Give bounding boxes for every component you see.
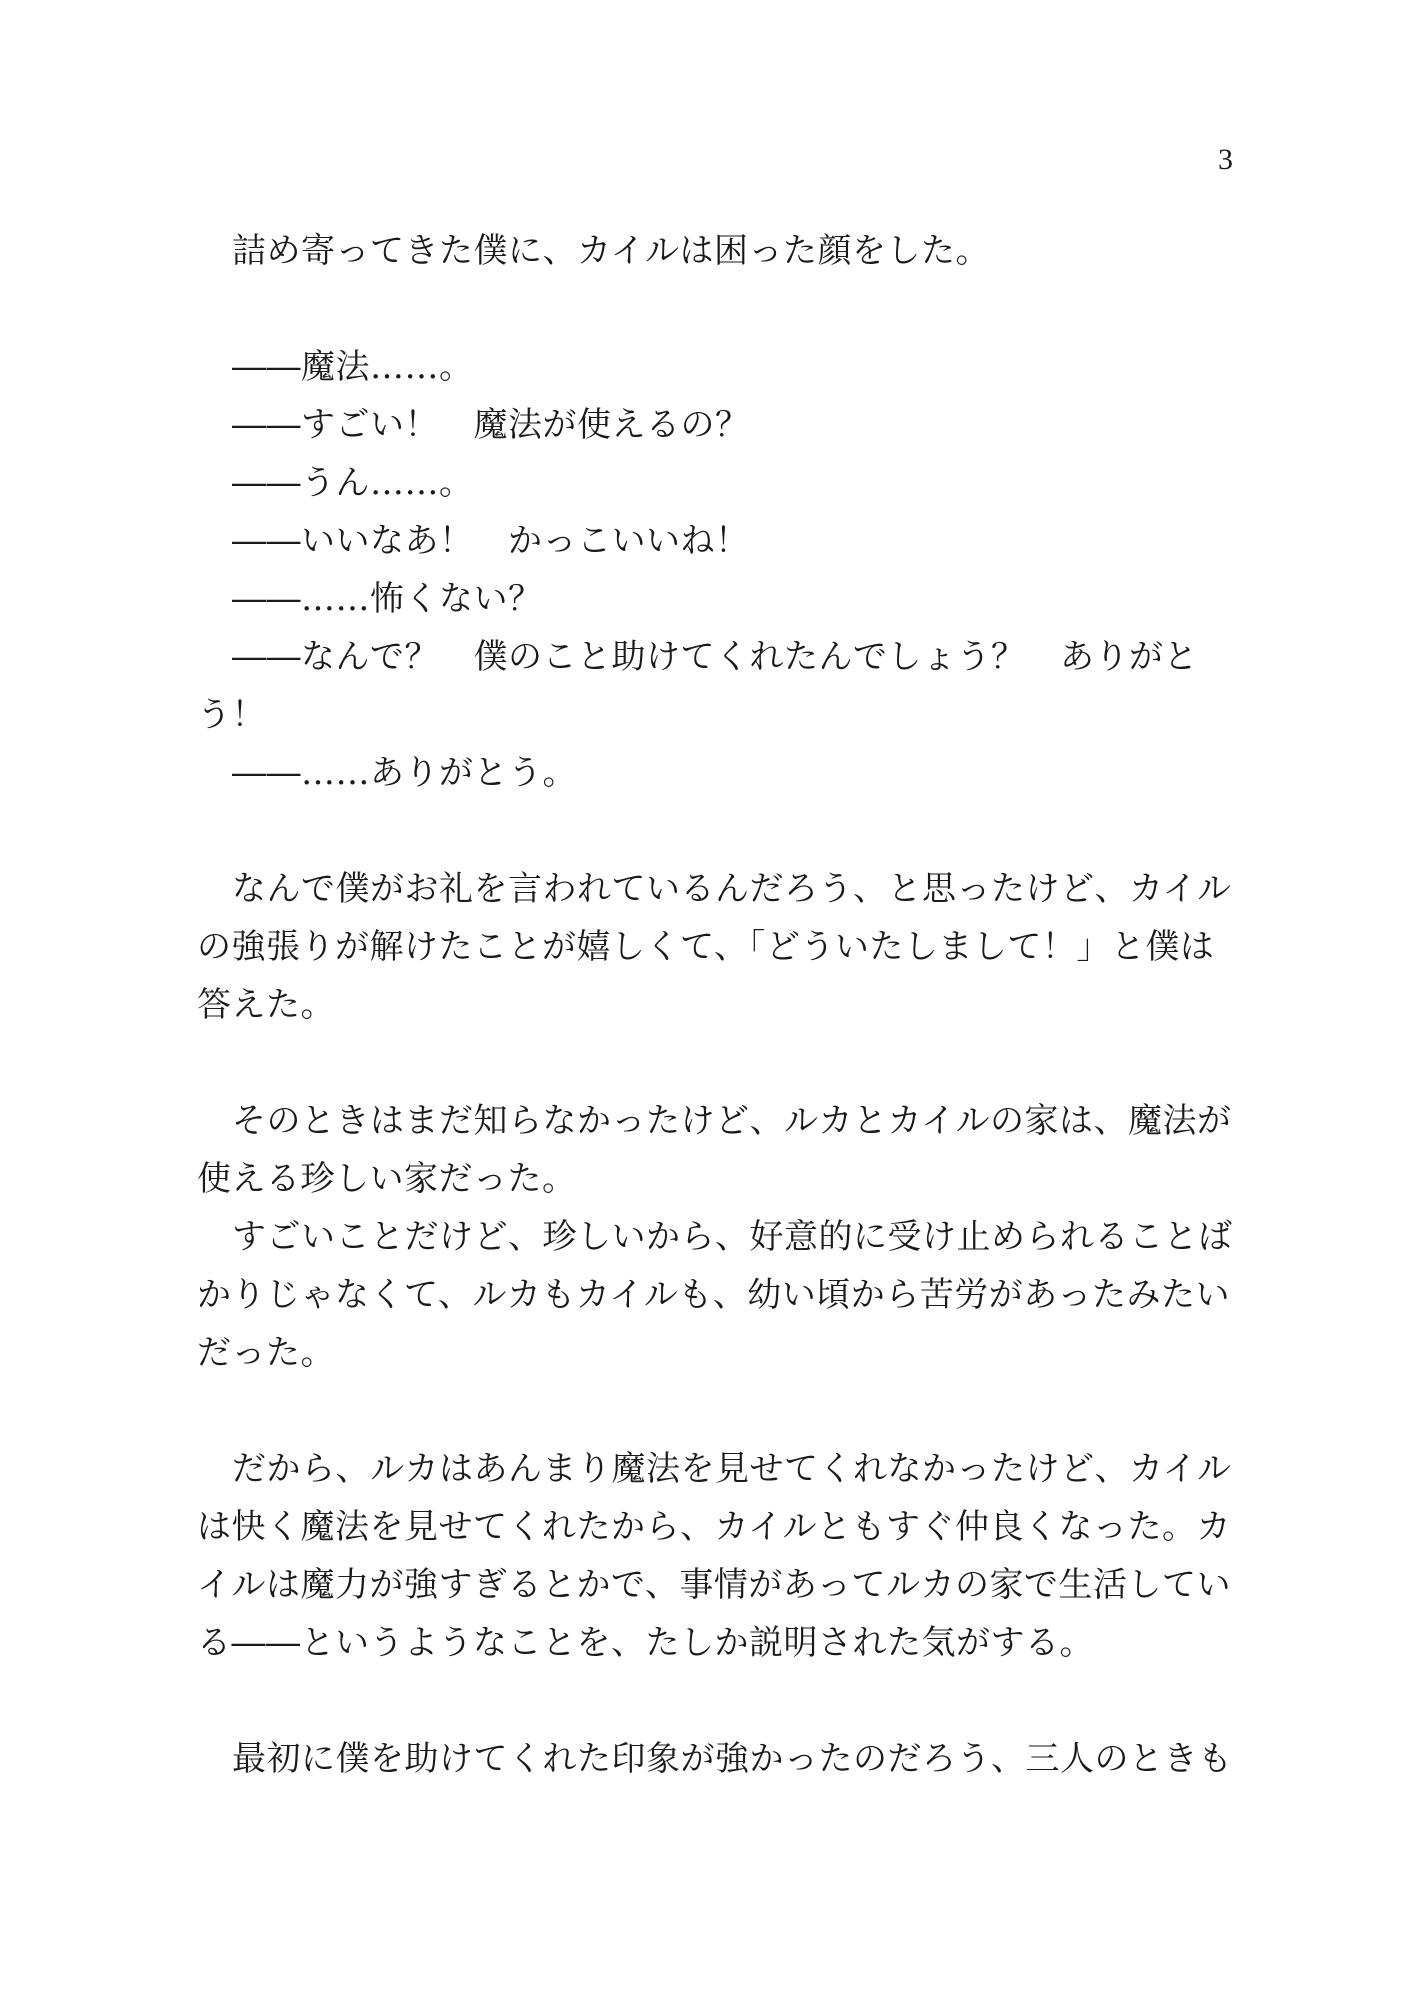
text-line: 詰め寄ってきた僕に、カイルは困った顔をした。 xyxy=(232,231,990,271)
dialogue-line: ――魔法……。 xyxy=(232,347,474,387)
dialogue-line: ――……怖くない？ xyxy=(232,579,543,619)
text-line: かりじゃなくて、ルカもカイルも、幼い頃から苦労があったみたい xyxy=(197,1275,1230,1315)
paragraph-gap xyxy=(197,280,1247,338)
paragraph-gap xyxy=(197,802,1247,860)
paragraph-gap xyxy=(197,1034,1247,1092)
dialogue-line: ――……ありがとう。 xyxy=(232,753,577,793)
page-number: 3 xyxy=(1218,143,1233,176)
dialogue-line: ――うん……。 xyxy=(232,463,474,503)
text-line: そのときはまだ知らなかったけど、ルカとカイルの家は、魔法が xyxy=(232,1101,1232,1141)
text-line: だから、ルカはあんまり魔法を見せてくれなかったけど、カイル xyxy=(232,1449,1232,1489)
dialogue-line: ――すごい！ 魔法が使えるの？ xyxy=(232,405,750,445)
text-line: 最初に僕を助けてくれた印象が強かったのだろう、三人のときも xyxy=(232,1739,1233,1779)
text-line: イルは魔力が強すぎるとかで、事情があってルカの家で生活してい xyxy=(197,1565,1231,1605)
text-line: だった。 xyxy=(197,1333,335,1373)
text-line: すごいことだけど、珍しいから、好意的に受け止められることば xyxy=(232,1217,1233,1257)
text-line: 答えた。 xyxy=(197,985,335,1025)
text-line: なんで僕がお礼を言われているんだろう、と思ったけど、カイル xyxy=(232,869,1232,909)
dialogue-line: ――なんで？ 僕のこと助けてくれたんでしょう？ ありがと xyxy=(232,637,1198,677)
text-line: る――というようなことを、たしか説明された気がする。 xyxy=(197,1623,1094,1663)
paragraph-gap xyxy=(197,1672,1247,1730)
dialogue-line: ――いいなあ！ かっこいいね！ xyxy=(232,521,750,561)
paragraph-gap xyxy=(197,1382,1247,1440)
text-line: 使える珍しい家だった。 xyxy=(197,1159,577,1199)
dialogue-line: う！ xyxy=(197,695,266,735)
text-line: の強張りが解けたことが嬉しくて、「どういたしまして！」と僕は xyxy=(197,927,1215,967)
text-line: は快く魔法を見せてくれたから、カイルともすぐ仲良くなった。カ xyxy=(197,1507,1231,1547)
text-body xyxy=(197,222,1247,1788)
